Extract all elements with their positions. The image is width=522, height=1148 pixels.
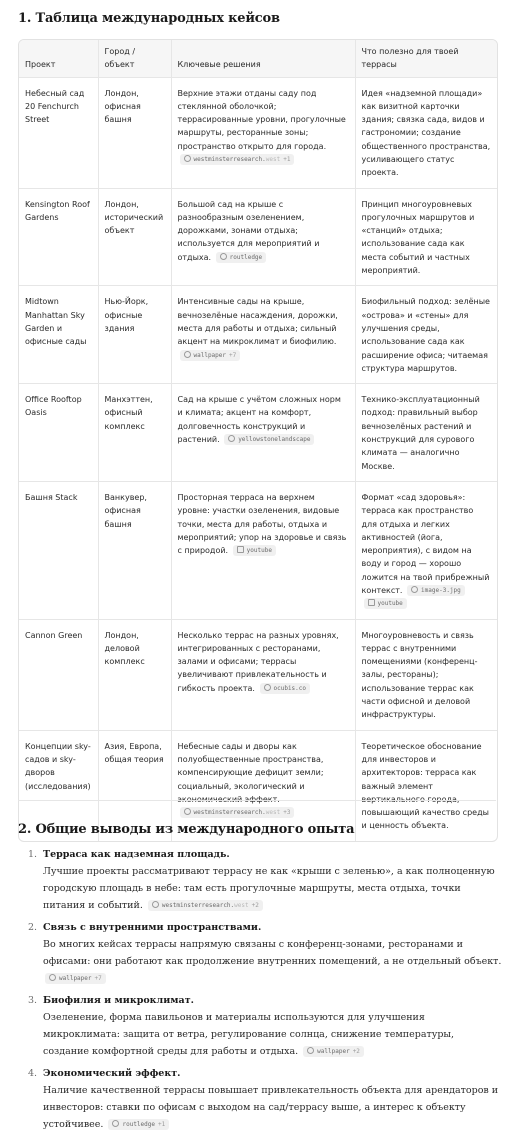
globe-icon (152, 901, 159, 908)
cell-solutions-text: Верхние этажи отданы саду под стеклянной оболочкой; террасированные уровни, прогулочные маршруты, ресторанные зоны; пространство открыто для города. (177, 88, 346, 151)
cell-project: Башня Stack (25, 492, 78, 502)
cell-solutions-text: Несколько террас на разных уровнях, интегрированных с ресторанами, залами и офисами; террасы увеличивают привлекательность и гибкость проекта. (177, 630, 339, 693)
globe-icon (49, 974, 56, 981)
source-citation-label: ocubis.co (273, 684, 307, 692)
source-citation-more-count: +7 (94, 975, 102, 982)
cell-solutions (171, 188, 355, 286)
section-divider (18, 800, 496, 801)
globe-icon (184, 808, 191, 815)
cell-useful-text: Формат «сад здоровья»: терраса как пространство для отдыха и легких активностей (йога, мероприятия), с видом на воду и город — хорошо ложится на твой прибрежный контекст. (361, 492, 490, 595)
cell-useful (355, 619, 497, 730)
source-citation-chip[interactable] (180, 154, 295, 165)
cell-city: Лондон, офисная башня (98, 77, 171, 188)
cell-city: Нью-Йорк, офисные здания (98, 286, 171, 384)
source-citation-label: routledge (229, 253, 263, 261)
table-row (19, 77, 497, 188)
source-citation-more-count: +1 (283, 155, 291, 163)
cell-city: Манхэттен, офисный комплекс (98, 384, 171, 482)
cell-project: Небесный сад 20 Fenchurch Street (25, 88, 85, 125)
cell-useful-text: Теоретическое обоснование для инвесторов и архитекторов: терраса как важный элемент повышающий качество среды и ценность объекта. (361, 741, 489, 831)
source-citation-label: routledge (122, 1121, 155, 1128)
cell-useful (355, 188, 497, 286)
globe-icon (228, 435, 235, 442)
cell-useful (355, 730, 497, 841)
source-citation-chip[interactable] (303, 1046, 364, 1057)
insight-text: Наличие качественной террасы повышает привлекательность объекта для арендаторов и инвесторов: ставки по офисам с выходом на сад/террасу выше, а интерес к объекту устойчивее. (43, 1085, 499, 1130)
header-solutions: Ключевые решения (171, 40, 355, 77)
insight-heading: Экономический эффект. (43, 1068, 181, 1079)
cell-city: Лондон, деловой комплекс (98, 619, 171, 730)
cell-useful-text: Многоуровневость и связь террас с внутренними помещениями (конференц-залы, рестораны); использование террас как части офисной и деловой инфраструктуры. (361, 630, 478, 720)
cell-useful (355, 481, 497, 619)
table-row (19, 384, 497, 482)
table-row (19, 286, 497, 384)
header-city: Город / объект (98, 40, 171, 77)
video-icon (237, 546, 244, 553)
source-citation-chip[interactable] (260, 683, 311, 694)
insight-text: Озеленение, форма павильонов и материалы используются для улучшения микроклимата: защита от ветра, регулирование солнца, снижение температуры, создание комфортной среды для работы и отдыха. (43, 1012, 455, 1057)
source-citation-chip[interactable] (180, 807, 295, 818)
source-citation-label: westminsterresearch. (193, 155, 266, 163)
globe-icon (184, 155, 191, 162)
header-useful: Что полезно для твоей террасы (355, 40, 497, 77)
insight-text: Во многих кейсах террасы напрямую связаны с конференц-зонами, ресторанами и офисами: они работают как продолжение внутренних помещений, а не отдельный объект. (43, 939, 502, 967)
cell-solutions (171, 619, 355, 730)
source-citation-label: youtube (377, 600, 403, 608)
cases-table-container (18, 39, 498, 842)
cases-table (19, 40, 497, 841)
cell-useful (355, 384, 497, 482)
table-row (19, 619, 497, 730)
cell-useful-text: Идея «надземной площади» как визитной карточки здания; связка сада, видов и гастрономии; создание общественного пространства, усиливающего статус проекта. (361, 88, 491, 178)
section-2-heading: 2. Общие выводы из международного опыта (18, 822, 355, 837)
source-citation-chip[interactable] (407, 585, 465, 596)
header-project: Проект (25, 60, 56, 70)
source-citation-more-count: +2 (251, 902, 259, 909)
cell-useful (355, 286, 497, 384)
insight-item (18, 1065, 502, 1133)
source-citation-chip[interactable] (364, 598, 407, 609)
globe-icon (220, 253, 227, 260)
insight-item (18, 846, 502, 914)
insight-text: Лучшие проекты рассматривают террасу не как «крыши с зеленью», а как полноценную городскую площадь в небе: там есть прогулочные маршруты, места отдыха, точки питания и событий. (43, 866, 495, 911)
source-citation-label: westminsterresearch. (193, 809, 266, 817)
list-number: 2. (28, 922, 38, 933)
globe-icon (184, 351, 191, 358)
globe-icon (112, 1120, 119, 1127)
source-citation-chip[interactable] (233, 545, 276, 556)
source-citation-label: wallpaper (193, 351, 227, 359)
table-body (19, 77, 497, 841)
video-icon (368, 599, 375, 606)
list-number: 1. (28, 849, 38, 860)
cell-city: Азия, Европа, общая теория (98, 730, 171, 841)
source-citation-label-fade: west (234, 902, 249, 909)
globe-icon (307, 1047, 314, 1054)
cell-project: Office Rooftop Oasis (25, 395, 82, 418)
list-number: 3. (28, 995, 38, 1006)
source-citation-more-count: +2 (352, 1048, 360, 1055)
source-citation-label-fade: west (265, 809, 281, 817)
cell-solutions-text: Небесные сады и дворы как полуобщественные пространства, компенсирующие дефицит земли; социальный, экологический и (177, 741, 324, 791)
section-1-heading: 1. Таблица международных кейсов (18, 11, 280, 26)
insight-item (18, 919, 502, 987)
insight-item (18, 992, 502, 1060)
source-citation-chip[interactable] (180, 350, 241, 361)
cell-city: Лондон, исторический объект (98, 188, 171, 286)
cell-solutions-text: Большой сад на крыше с разнообразным озеленением, дорожками, зонами отдыха; используется для мероприятий и отдыха. (177, 199, 320, 262)
cell-solutions-text: Сад на крыше с учётом сложных норм и климата; акцент на комфорт, долговечность конструкций и растений. (177, 395, 341, 445)
source-citation-chip[interactable] (45, 973, 106, 984)
cell-solutions (171, 384, 355, 482)
source-citation-more-count: +3 (283, 809, 291, 817)
source-citation-label: wallpaper (59, 975, 92, 982)
table-row (19, 188, 497, 286)
cell-solutions (171, 77, 355, 188)
cell-solutions-text: Просторная терраса на верхнем уровне: участки озеленения, видовые точки, места для работы, отдыха и мероприятий; упор на здоровье и связь с природой. (177, 492, 347, 556)
cell-useful-text: Принцип многоуровневых прогулочных маршрутов и «станций» отдыха; использование сада как места событий и частных мероприятий. (361, 199, 475, 276)
list-number: 4. (28, 1068, 38, 1079)
cell-useful-text: Технико-эксплуатационный подход: правильный выбор вечнозелёных растений и конструкций для сурового климата — аналогично Москве. (361, 395, 480, 471)
source-citation-label: youtube (246, 547, 272, 555)
source-citation-label-fade: west (265, 155, 281, 163)
cell-solutions-text: Интенсивные сады на крыше, вечнозелёные насаждения, дорожки, места для работы и отдыха; сильный акцент на микроклимат и биофилию. (177, 297, 338, 347)
source-citation-chip[interactable] (108, 1119, 169, 1130)
cell-project: Kensington Roof Gardens (25, 199, 90, 222)
source-citation-chip[interactable] (224, 434, 314, 445)
cell-project: Концепции sky-садов и sky-дворов (исследования) (25, 741, 91, 791)
globe-icon (264, 684, 271, 691)
source-citation-label: wallpaper (317, 1048, 350, 1055)
table-header-row (19, 40, 497, 77)
insight-heading: Терраса как надземная площадь. (43, 849, 230, 860)
insights-list (18, 846, 502, 1138)
cell-project: Cannon Green (25, 630, 83, 640)
source-citation-chip[interactable] (216, 252, 267, 263)
cell-project: Midtown Manhattan Sky Garden и офисные сады (25, 297, 87, 347)
cell-solutions (171, 481, 355, 619)
source-citation-more-count: +1 (158, 1121, 166, 1128)
cell-solutions (171, 286, 355, 384)
source-citation-more-count: +7 (229, 351, 237, 359)
source-citation-label: westminsterresearch. (161, 902, 235, 909)
source-citation-label: image-3.jpg (421, 587, 461, 594)
cell-useful (355, 77, 497, 188)
source-citation-label: yellowstonelandscape (238, 436, 311, 444)
insight-heading: Биофилия и микроклимат. (43, 995, 194, 1006)
globe-icon (411, 586, 418, 593)
cell-useful-text: Биофильный подход: зелёные «острова» и «стены» для улучшения среды, использование сада как расширение офиса; читаемая структура маршрутов. (361, 297, 490, 373)
cell-city: Ванкувер, офисная башня (98, 481, 171, 619)
table-row (19, 481, 497, 619)
insight-heading: Связь с внутренними пространствами. (43, 922, 262, 933)
source-citation-chip[interactable] (148, 900, 263, 911)
